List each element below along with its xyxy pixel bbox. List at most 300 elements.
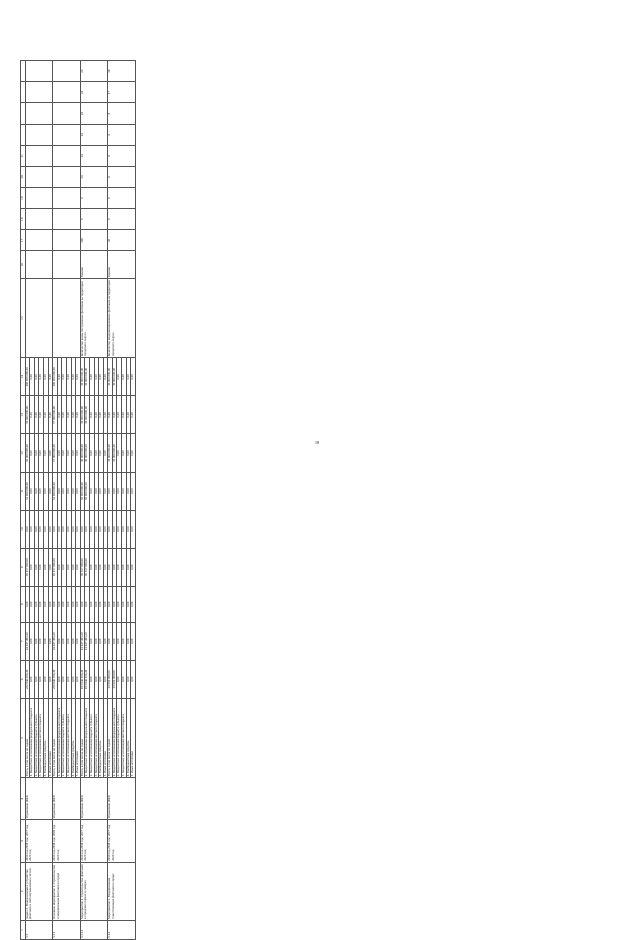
amount-cell: 0,00	[62, 622, 67, 660]
amount-cell: 256 946 656,30	[53, 660, 58, 698]
amount-cell: 0,00	[43, 510, 48, 548]
amount-cell: 0,00	[108, 472, 113, 510]
indicator-value: 24	[80, 166, 108, 187]
indicator-value: 24	[80, 145, 108, 166]
indicator-value	[53, 209, 81, 230]
amount-cell: 0,00	[94, 660, 99, 698]
amount-cell: 0,00	[30, 510, 35, 548]
amount-cell: 0,00	[57, 548, 62, 586]
indicator-value	[25, 230, 53, 251]
amount-cell: 0,00	[57, 358, 62, 396]
amount-cell: 193 946 656,30	[85, 660, 90, 698]
header-cell: 16	[21, 251, 26, 279]
amount-cell: 0,00	[85, 586, 90, 622]
amount-cell: 0,00	[66, 434, 71, 472]
funding-source: 2. Бюджетные ассигнования бюджета субъекта	[62, 698, 67, 777]
amount-cell: 0,00	[62, 396, 67, 434]
amount-cell: 0,00	[99, 586, 104, 622]
amount-cell: 0,00	[94, 434, 99, 472]
amount-cell: 0,00	[131, 358, 136, 396]
row-code: 3.3	[25, 920, 53, 939]
amount-cell: 0,00	[122, 622, 127, 660]
funding-source: 4. Внебюджетные средства	[126, 698, 131, 777]
amount-cell: 0,00	[126, 472, 131, 510]
amount-cell: 0,00	[103, 472, 108, 510]
amount-cell: 0,00	[66, 586, 71, 622]
amount-cell: 0,00	[30, 586, 35, 622]
amount-cell: 0,00	[89, 472, 94, 510]
amount-cell: 24 447 495,20	[25, 622, 30, 660]
indicator-value	[53, 61, 81, 82]
amount-cell: 0,00	[34, 434, 39, 472]
header-cell: 18	[21, 209, 26, 230]
amount-cell: 45 157 000,00	[25, 548, 30, 586]
amount-cell: 0,00	[62, 472, 67, 510]
amount-cell: 0,00	[34, 396, 39, 434]
amount-cell: 0,00	[112, 396, 117, 434]
amount-cell: 0,00	[131, 548, 136, 586]
indicator-value	[25, 124, 53, 145]
indicator-value: 45	[108, 230, 136, 251]
amount-cell: 0,00	[103, 660, 108, 698]
amount-cell: 0,00	[39, 358, 44, 396]
header-cell: 2	[21, 862, 26, 920]
amount-cell: 0,00	[57, 622, 62, 660]
header-cell: 17	[21, 230, 26, 251]
amount-cell: 0,00	[30, 472, 35, 510]
amount-cell: 0,00	[62, 548, 67, 586]
amount-cell: 0,00	[80, 586, 85, 622]
amount-cell: 0,00	[57, 586, 62, 622]
amount-cell: 30 000 000,00	[112, 358, 117, 396]
amount-cell: 0,00	[99, 472, 104, 510]
header-cell: 19	[21, 188, 26, 209]
amount-cell: 0,00	[43, 358, 48, 396]
indicator-value: 24	[80, 124, 108, 145]
row-name: Основное мероприятие 1. Строительство и модернизация фонтанов в городе	[53, 862, 81, 920]
amount-cell: 0,00	[43, 660, 48, 698]
rotated-budget-table	[20, 60, 515, 940]
amount-cell: 0,00	[57, 434, 62, 472]
amount-cell: 52 000 000,00	[25, 472, 30, 510]
amount-cell: 0,00	[57, 660, 62, 698]
amount-cell: 0,00	[71, 548, 76, 586]
row-executor: Управление ЖКХ	[53, 778, 81, 820]
indicator-value	[53, 166, 81, 187]
amount-cell: 0,00	[71, 434, 76, 472]
amount-cell: 0,00	[25, 510, 30, 548]
amount-cell: 0,00	[57, 396, 62, 434]
amount-cell: 0,00	[94, 586, 99, 622]
amount-cell: 0,00	[30, 548, 35, 586]
amount-cell: 0,00	[126, 434, 131, 472]
funding-source: Всего, в том числе по годам:	[53, 698, 58, 777]
amount-cell: 30 000 000,00	[80, 434, 85, 472]
row-code: 3.1.2	[108, 920, 136, 939]
amount-cell: 0,00	[48, 358, 53, 396]
amount-cell: 30 000 000,00	[80, 358, 85, 396]
amount-cell: 0,00	[30, 358, 35, 396]
amount-cell: 0,00	[126, 660, 131, 698]
amount-cell: 0,00	[48, 434, 53, 472]
header-cell: 12	[21, 434, 26, 472]
amount-cell: 0,00	[103, 586, 108, 622]
amount-cell: 0,00	[62, 358, 67, 396]
amount-cell: 0,00	[89, 586, 94, 622]
amount-cell: 0,00	[30, 660, 35, 698]
amount-cell: 0,00	[122, 548, 127, 586]
indicator-value: 24	[80, 82, 108, 103]
amount-cell: 0,00	[48, 472, 53, 510]
funding-source: Всего, в том числе по годам:	[80, 698, 85, 777]
amount-cell: 0,00	[39, 622, 44, 660]
header-cell: 7	[21, 622, 26, 660]
funding-source: 5. Иные источники	[103, 698, 108, 777]
amount-cell: 0,00	[89, 434, 94, 472]
indicator-value	[53, 124, 81, 145]
amount-cell: 52 000 000,00	[53, 472, 58, 510]
amount-cell: 0,00	[48, 548, 53, 586]
amount-cell: 0,00	[66, 548, 71, 586]
header-cell: 1	[21, 920, 26, 939]
amount-cell: 0,00	[48, 396, 53, 434]
amount-cell: 0,00	[112, 622, 117, 660]
amount-cell: 100 000 000,00	[25, 358, 30, 396]
funding-source: 4. Внебюджетные средства	[99, 698, 104, 777]
funding-source: 4. Внебюджетные средства	[43, 698, 48, 777]
amount-cell: 30 000 000,00	[108, 358, 113, 396]
indicator-value: 8	[108, 103, 136, 124]
amount-cell: 0,00	[66, 622, 71, 660]
amount-cell: 0,00	[43, 396, 48, 434]
funding-source: 5. Иные источники	[76, 698, 81, 777]
amount-cell: 0,00	[117, 548, 122, 586]
funding-source: 3. Бюджетные ассигнования местного бюджета	[39, 698, 44, 777]
amount-cell: 0,00	[131, 396, 136, 434]
amount-cell: 0,00	[103, 548, 108, 586]
amount-cell: 0,00	[80, 510, 85, 548]
amount-cell: 0,00	[62, 510, 67, 548]
header-cell: 15	[21, 278, 26, 357]
amount-cell: 0,00	[43, 472, 48, 510]
amount-cell: 0,00	[39, 472, 44, 510]
amount-cell: 0,00	[66, 510, 71, 548]
row-name: Мероприятие 2. Модернизация существующих фонтанов в городе	[108, 862, 136, 920]
row-period: 2016 год 2018 год/ 2017 год 2020 год	[80, 820, 108, 862]
amount-cell: 0,00	[34, 548, 39, 586]
amount-cell: 0,00	[34, 472, 39, 510]
header-cell: 3	[21, 820, 26, 862]
indicator-value	[25, 61, 53, 82]
amount-cell: 57 000 000,00	[53, 396, 58, 434]
amount-cell: 0,00	[103, 622, 108, 660]
row-executor: Управление ЖКХ	[25, 778, 53, 820]
amount-cell: 0,00	[57, 472, 62, 510]
amount-cell: 30 000 000,00	[85, 434, 90, 472]
amount-cell: 0,00	[43, 622, 48, 660]
funding-source: 1. Бюджетные ассигнования федерального бюджета	[30, 698, 35, 777]
amount-cell: 0,00	[89, 660, 94, 698]
funding-source: 1. Бюджетные ассигнования федерального бюджета	[85, 698, 90, 777]
amount-cell: 14 447 495,20	[80, 622, 85, 660]
row-executor: Управление ЖКХ	[108, 778, 136, 820]
header-cell: 20	[21, 166, 26, 187]
row-name: Задача 3. Модернизация и устройство фонтанов и светомузыкальных систем	[25, 862, 53, 920]
indicator-name	[53, 278, 81, 357]
funding-source: 3. Бюджетные ассигнования местного бюджета	[122, 698, 127, 777]
amount-cell: 0,00	[126, 622, 131, 660]
amount-cell: 0,00	[71, 660, 76, 698]
amount-cell: 0,00	[39, 396, 44, 434]
indicator-value: 24	[80, 103, 108, 124]
amount-cell: 0,00	[131, 622, 136, 660]
amount-cell: 0,00	[122, 358, 127, 396]
amount-cell: 0,00	[103, 434, 108, 472]
row-period: 2016 год 2018 год/ 2017 год 2020 год	[108, 820, 136, 862]
amount-cell: 57 000 000,00	[53, 434, 58, 472]
header-cell: 14	[21, 358, 26, 396]
amount-cell: 63 000 000,00	[112, 660, 117, 698]
indicator-value	[53, 230, 81, 251]
amount-cell: 0,00	[103, 510, 108, 548]
amount-cell: 0,00	[112, 586, 117, 622]
indicator-value: 24	[80, 61, 108, 82]
indicator-value: 18	[108, 61, 136, 82]
amount-cell: 0,00	[66, 396, 71, 434]
amount-cell: 0,00	[48, 622, 53, 660]
indicator-name: Количество вновь построенных фонтанов на территории городского округа	[80, 278, 108, 357]
indicator-name	[25, 278, 53, 357]
amount-cell: 0,00	[39, 586, 44, 622]
amount-cell: 100 000 000,00	[53, 358, 58, 396]
amount-cell: 0,00	[126, 548, 131, 586]
header-cell: 21	[21, 145, 26, 166]
amount-cell: 0,00	[103, 358, 108, 396]
amount-cell: 0,00	[117, 434, 122, 472]
amount-cell: 0,00	[131, 472, 136, 510]
amount-cell: 0,00	[71, 510, 76, 548]
amount-cell: 0,00	[122, 586, 127, 622]
indicator-value: 8	[108, 124, 136, 145]
amount-cell: 0,00	[117, 472, 122, 510]
amount-cell: 0,00	[76, 586, 81, 622]
amount-cell: 0,00	[62, 586, 67, 622]
amount-cell: 0,00	[99, 622, 104, 660]
amount-cell: 30 000 000,00	[80, 396, 85, 434]
budget-table	[20, 60, 136, 940]
amount-cell: 63 000 000,00	[108, 660, 113, 698]
amount-cell: 0,00	[25, 586, 30, 622]
amount-cell: 0,00	[108, 548, 113, 586]
row-code: 3.3.1.1	[80, 920, 108, 939]
indicator-value	[53, 145, 81, 166]
amount-cell: 0,00	[76, 434, 81, 472]
amount-cell: 0,00	[126, 358, 131, 396]
amount-cell: 0,00	[99, 358, 104, 396]
amount-cell: 0,00	[71, 358, 76, 396]
amount-cell: 0,00	[126, 510, 131, 548]
amount-cell: 0,00	[122, 434, 127, 472]
amount-cell: 0,00	[131, 660, 136, 698]
amount-cell: 0,00	[71, 396, 76, 434]
amount-cell: 0,00	[89, 622, 94, 660]
amount-cell: 0,00	[62, 434, 67, 472]
row-name: Мероприятие 1. Строительство фонтанов в городских парках и скверах	[80, 862, 108, 920]
amount-cell: 0,00	[48, 586, 53, 622]
indicator-value: 0	[80, 188, 108, 209]
indicator-value	[25, 209, 53, 230]
amount-cell: 33 000 000,00	[108, 434, 113, 472]
header-cell: 10	[21, 510, 26, 548]
amount-cell: 0,00	[122, 396, 127, 434]
indicator-unit: Единиц	[80, 251, 108, 279]
amount-cell: 0,00	[76, 472, 81, 510]
amount-cell: 30 000 000,00	[85, 358, 90, 396]
amount-cell: 193 946 656,30	[80, 660, 85, 698]
amount-cell: 0,00	[131, 434, 136, 472]
indicator-value	[25, 82, 53, 103]
amount-cell: 0,00	[43, 434, 48, 472]
amount-cell: 0,00	[53, 510, 58, 548]
amount-cell: 0,00	[117, 396, 122, 434]
indicator-value: 8	[108, 166, 136, 187]
header-cell: 11	[21, 472, 26, 510]
amount-cell: 0,00	[34, 586, 39, 622]
amount-cell: 0,00	[34, 622, 39, 660]
amount-cell: 0,00	[94, 358, 99, 396]
amount-cell: 232 946 656,30	[25, 660, 30, 698]
amount-cell: 0,00	[30, 396, 35, 434]
amount-cell: 0,00	[108, 510, 113, 548]
amount-cell: 0,00	[99, 510, 104, 548]
indicator-unit	[53, 251, 81, 279]
amount-cell: 0,00	[43, 586, 48, 622]
amount-cell: 39 517 000,00	[80, 548, 85, 586]
indicator-value: 0	[108, 209, 136, 230]
amount-cell: 0,00	[117, 586, 122, 622]
amount-cell: 0,00	[122, 472, 127, 510]
amount-cell: 0,00	[89, 358, 94, 396]
indicator-value: 0	[80, 209, 108, 230]
amount-cell: 0,00	[76, 622, 81, 660]
amount-cell: 14 447 495,20	[85, 622, 90, 660]
amount-cell: 0,00	[117, 622, 122, 660]
amount-cell: 0,00	[76, 510, 81, 548]
amount-cell: 0,00	[99, 396, 104, 434]
amount-cell: 0,00	[76, 548, 81, 586]
amount-cell: 0,00	[103, 396, 108, 434]
header-cell: 9	[21, 548, 26, 586]
indicator-value: 17	[108, 82, 136, 103]
indicator-value	[25, 188, 53, 209]
amount-cell: 0,00	[89, 510, 94, 548]
row-period: 2016 год 2018 год/ 2019 год 2020 год	[53, 820, 81, 862]
funding-source: 3. Бюджетные ассигнования местного бюджета	[94, 698, 99, 777]
page-number: 18	[315, 440, 319, 445]
indicator-value	[53, 82, 81, 103]
amount-cell: 0,00	[108, 396, 113, 434]
amount-cell: 0,00	[126, 586, 131, 622]
amount-cell: 0,00	[117, 510, 122, 548]
amount-cell: 0,00	[34, 358, 39, 396]
amount-cell: 0,00	[30, 434, 35, 472]
header-cell: 6	[21, 660, 26, 698]
amount-cell: 0,00	[99, 660, 104, 698]
amount-cell: 0,00	[71, 586, 76, 622]
amount-cell: 0,00	[117, 660, 122, 698]
amount-cell: 0,00	[39, 548, 44, 586]
amount-cell: 0,00	[66, 660, 71, 698]
indicator-value	[53, 188, 81, 209]
amount-cell: 0,00	[39, 660, 44, 698]
amount-cell: 39 517 000,00	[85, 548, 90, 586]
amount-cell: 0,00	[112, 472, 117, 510]
funding-source: 2. Бюджетные ассигнования бюджета субъекта	[89, 698, 94, 777]
funding-source: 2. Бюджетные ассигнования бюджета субъекта	[34, 698, 39, 777]
amount-cell: 0,00	[122, 510, 127, 548]
amount-cell: 0,00	[99, 548, 104, 586]
amount-cell: 0,00	[94, 622, 99, 660]
amount-cell: 0,00	[94, 396, 99, 434]
funding-source: 5. Иные источники	[131, 698, 136, 777]
amount-cell: 0,00	[71, 472, 76, 510]
indicator-value	[25, 166, 53, 187]
amount-cell: 30 000 000,00	[85, 396, 90, 434]
indicator-value	[25, 145, 53, 166]
funding-source: Всего, в том числе по годам:	[25, 698, 30, 777]
amount-cell: 0,00	[71, 622, 76, 660]
amount-cell: 0,00	[94, 510, 99, 548]
header-cell: 5	[21, 698, 26, 777]
funding-source: 1. Бюджетные ассигнования федерального бюджета	[57, 698, 62, 777]
amount-cell: 0,00	[48, 510, 53, 548]
amount-cell: 0,00	[76, 396, 81, 434]
amount-cell: 0,00	[53, 586, 58, 622]
amount-cell: 0,00	[112, 548, 117, 586]
amount-cell: 0,00	[89, 396, 94, 434]
row-code: 3.3.1	[53, 920, 81, 939]
amount-cell: 0,00	[34, 660, 39, 698]
header-cell: 8	[21, 586, 26, 622]
amount-cell: 0,00	[85, 510, 90, 548]
amount-cell: 0,00	[30, 622, 35, 660]
indicator-unit: Единиц	[108, 251, 136, 279]
amount-cell: 0,00	[89, 548, 94, 586]
amount-cell: 0,00	[112, 510, 117, 548]
amount-cell: 50 000 000,00	[85, 472, 90, 510]
amount-cell: 0,00	[99, 434, 104, 472]
amount-cell: 0,00	[76, 358, 81, 396]
indicator-value: 100	[80, 230, 108, 251]
amount-cell: 0,00	[48, 660, 53, 698]
indicator-unit	[25, 251, 53, 279]
amount-cell: 0,00	[39, 510, 44, 548]
amount-cell: 24 447 495,20	[53, 622, 58, 660]
indicator-value	[25, 103, 53, 124]
amount-cell: 0,00	[108, 622, 113, 660]
amount-cell: 0,00	[126, 396, 131, 434]
amount-cell: 50 000 000,00	[25, 434, 30, 472]
row-executor: Управление ЖКХ	[80, 778, 108, 820]
amount-cell: 0,00	[57, 510, 62, 548]
amount-cell: 45 157 000,00	[53, 548, 58, 586]
indicator-name: Количество модернизированных фонтанов на территории городского округа	[108, 278, 136, 357]
amount-cell: 0,00	[34, 510, 39, 548]
amount-cell: 0,00	[94, 472, 99, 510]
row-period: 2016 год 2018 год/ 2017 год 2020 год	[25, 820, 53, 862]
amount-cell: 0,00	[66, 358, 71, 396]
funding-source: Всего, в том числе по годам:	[108, 698, 113, 777]
